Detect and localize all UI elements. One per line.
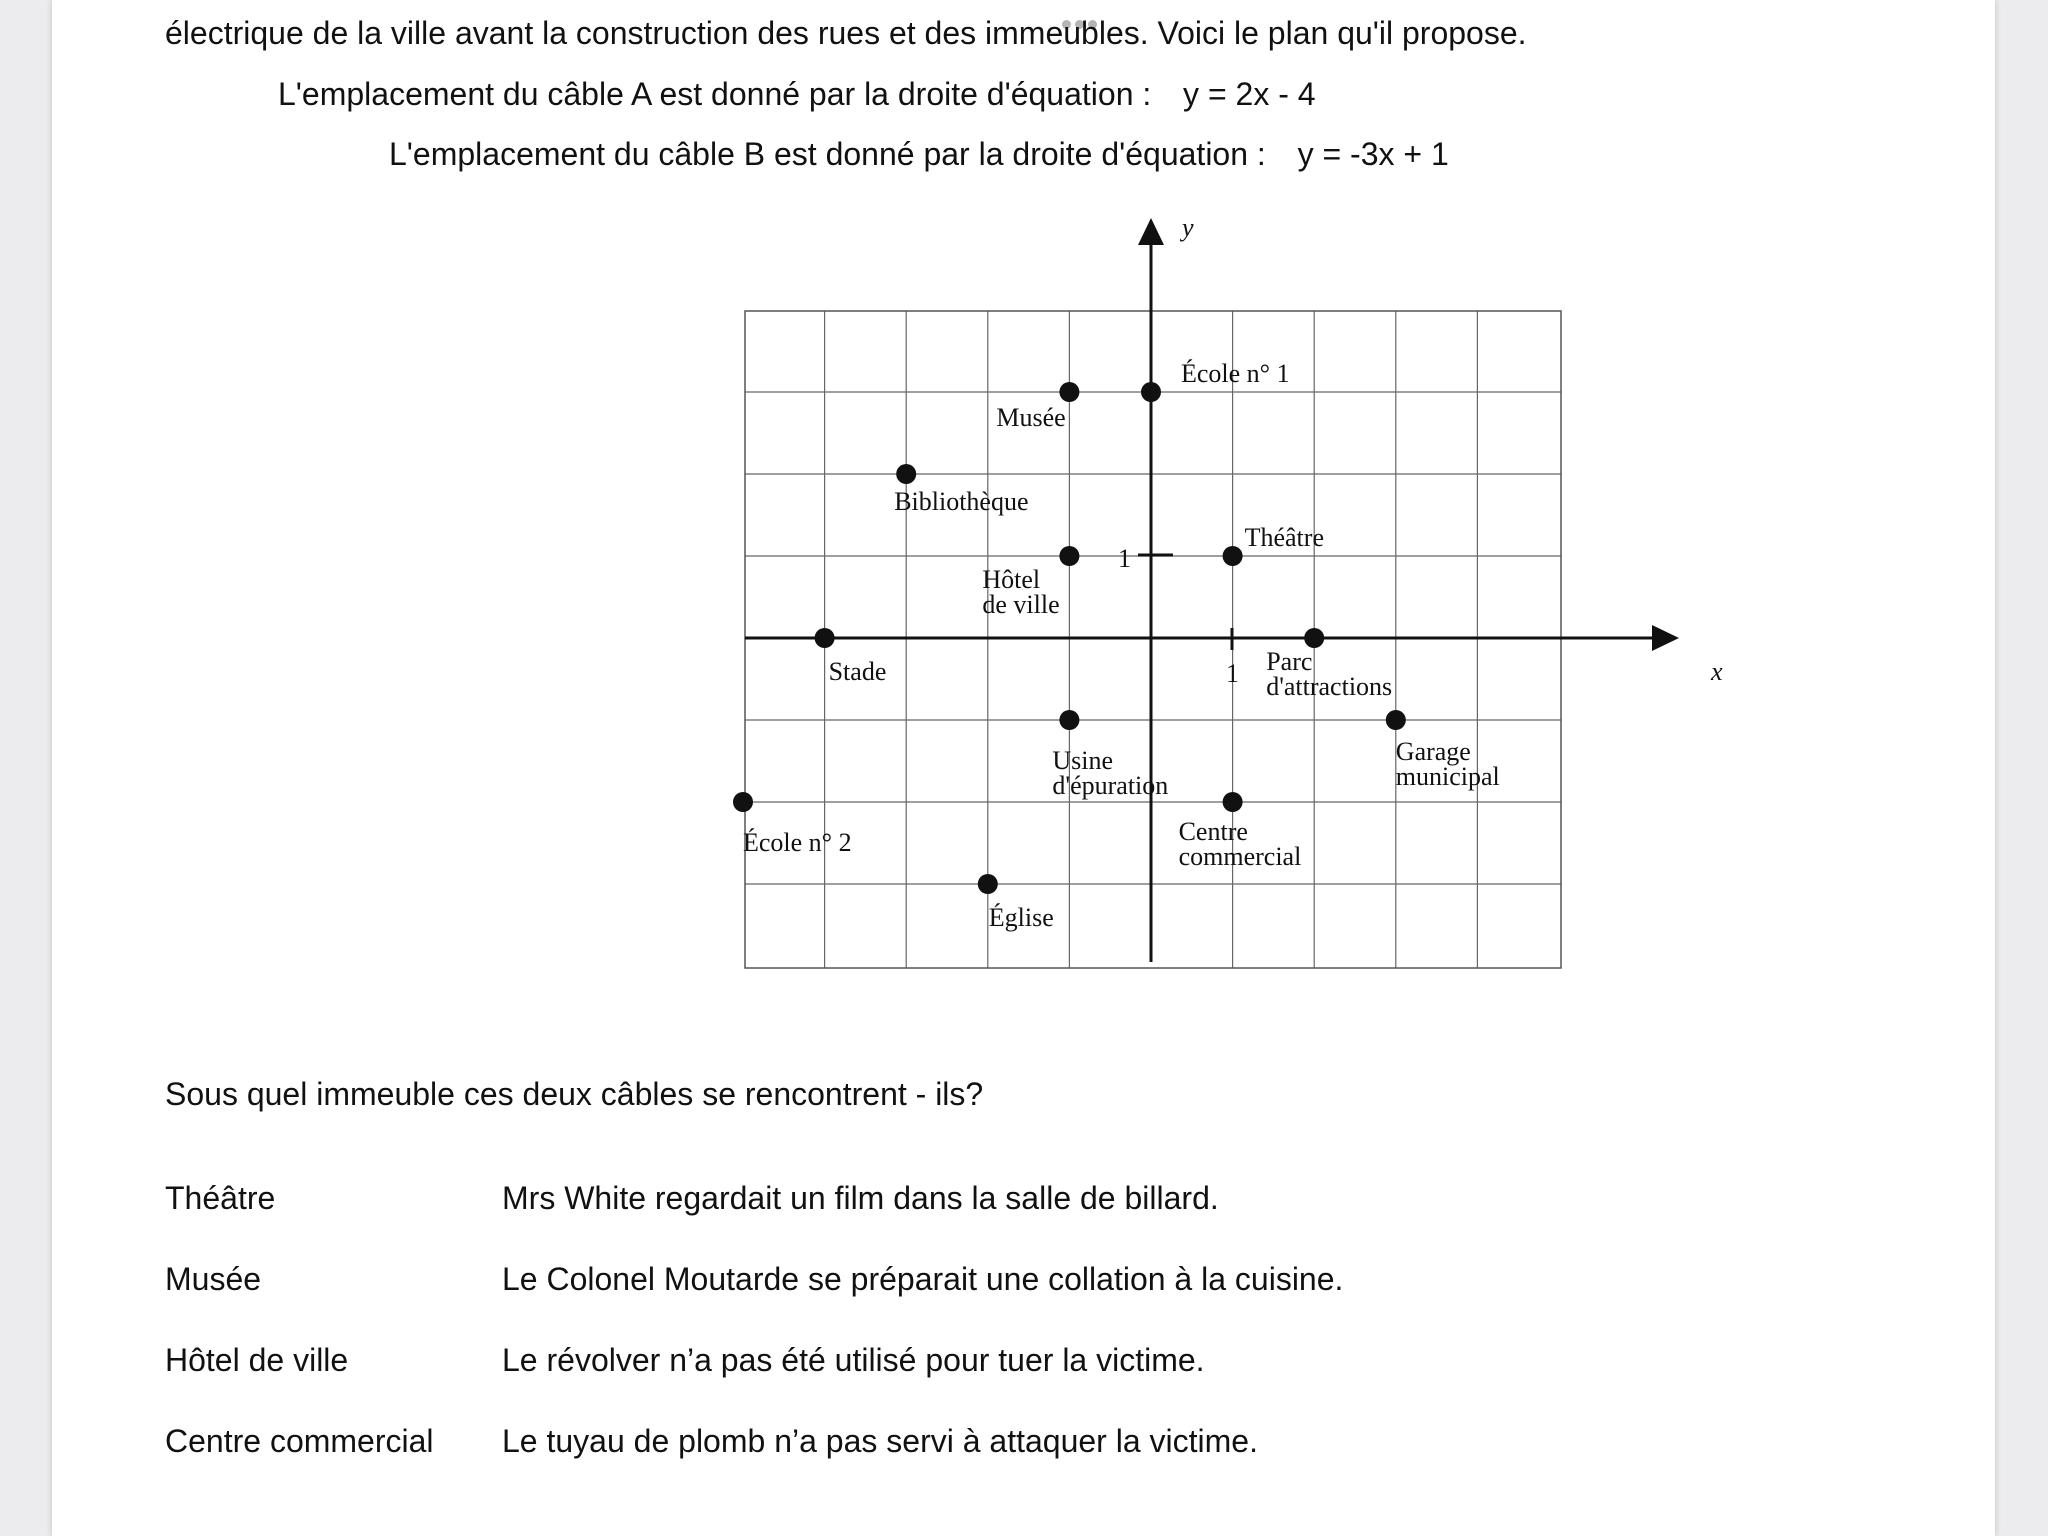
building-point xyxy=(1386,710,1406,730)
y-axis-arrow-icon xyxy=(1138,218,1164,245)
building-label: École n° 1 xyxy=(1181,359,1290,388)
cable-a-description: L'emplacement du câble A est donné par la droite d'équation : xyxy=(278,76,1152,112)
building-label: de ville xyxy=(982,590,1060,619)
cable-b-equation: y = -3x + 1 xyxy=(1297,136,1449,172)
building-label: Stade xyxy=(828,657,887,686)
building-point xyxy=(815,628,835,648)
building-label: d'épuration xyxy=(1052,771,1169,800)
building-point xyxy=(1223,546,1243,566)
building-point xyxy=(1304,628,1324,648)
intro-text: électrique de la ville avant la construction des rues et des immeubles. Voici le plan qu'il propose. xyxy=(165,15,1527,51)
document-page xyxy=(52,0,1995,1536)
building-label: Église xyxy=(988,903,1054,932)
building-label: Musée xyxy=(996,403,1066,432)
clue-text: Le tuyau de plomb n’a pas servi à attaquer la victime. xyxy=(502,1423,1258,1459)
clue-place: Centre commercial xyxy=(165,1423,434,1459)
x-axis-arrow-icon xyxy=(1652,625,1679,651)
clue-text: Mrs White regardait un film dans la salle de billard. xyxy=(502,1180,1219,1216)
building-label: Usine xyxy=(1052,746,1114,775)
building-point xyxy=(978,874,998,894)
x-tick-label: 1 xyxy=(1226,659,1239,688)
building-point xyxy=(1223,792,1243,812)
clue-place: Hôtel de ville xyxy=(165,1342,349,1378)
building-point xyxy=(1141,382,1161,402)
building-point xyxy=(1059,382,1079,402)
clue-place: Théâtre xyxy=(165,1180,276,1216)
cable-b-description: L'emplacement du câble B est donné par la droite d'équation : xyxy=(389,136,1266,172)
building-label: commercial xyxy=(1178,842,1302,871)
building-label: d'attractions xyxy=(1266,672,1393,701)
building-label: Bibliothèque xyxy=(894,487,1029,516)
clue-place: Musée xyxy=(165,1261,262,1297)
building-label: Théâtre xyxy=(1244,523,1324,552)
building-label: Centre xyxy=(1178,817,1248,846)
building-label: École n° 2 xyxy=(743,828,852,857)
building-label: Hôtel xyxy=(982,565,1041,594)
building-point xyxy=(1059,710,1079,730)
building-point xyxy=(896,464,916,484)
y-tick-label: 1 xyxy=(1118,544,1131,573)
x-axis-label: x xyxy=(1711,657,1723,686)
building-point xyxy=(733,792,753,812)
clue-text: Le révolver n’a pas été utilisé pour tuer la victime. xyxy=(502,1342,1205,1378)
cable-a-equation: y = 2x - 4 xyxy=(1183,76,1316,112)
building-label: Garage xyxy=(1395,737,1471,766)
building-label: Parc xyxy=(1266,647,1313,676)
building-points xyxy=(733,359,1500,932)
y-axis-label: y xyxy=(1182,213,1194,242)
clue-text: Le Colonel Moutarde se préparait une collation à la cuisine. xyxy=(502,1261,1344,1297)
building-point xyxy=(1059,546,1079,566)
coordinate-plane xyxy=(52,0,1995,1000)
building-label: municipal xyxy=(1395,762,1500,791)
question-text: Sous quel immeuble ces deux câbles se rencontrent - ils? xyxy=(165,1076,984,1112)
